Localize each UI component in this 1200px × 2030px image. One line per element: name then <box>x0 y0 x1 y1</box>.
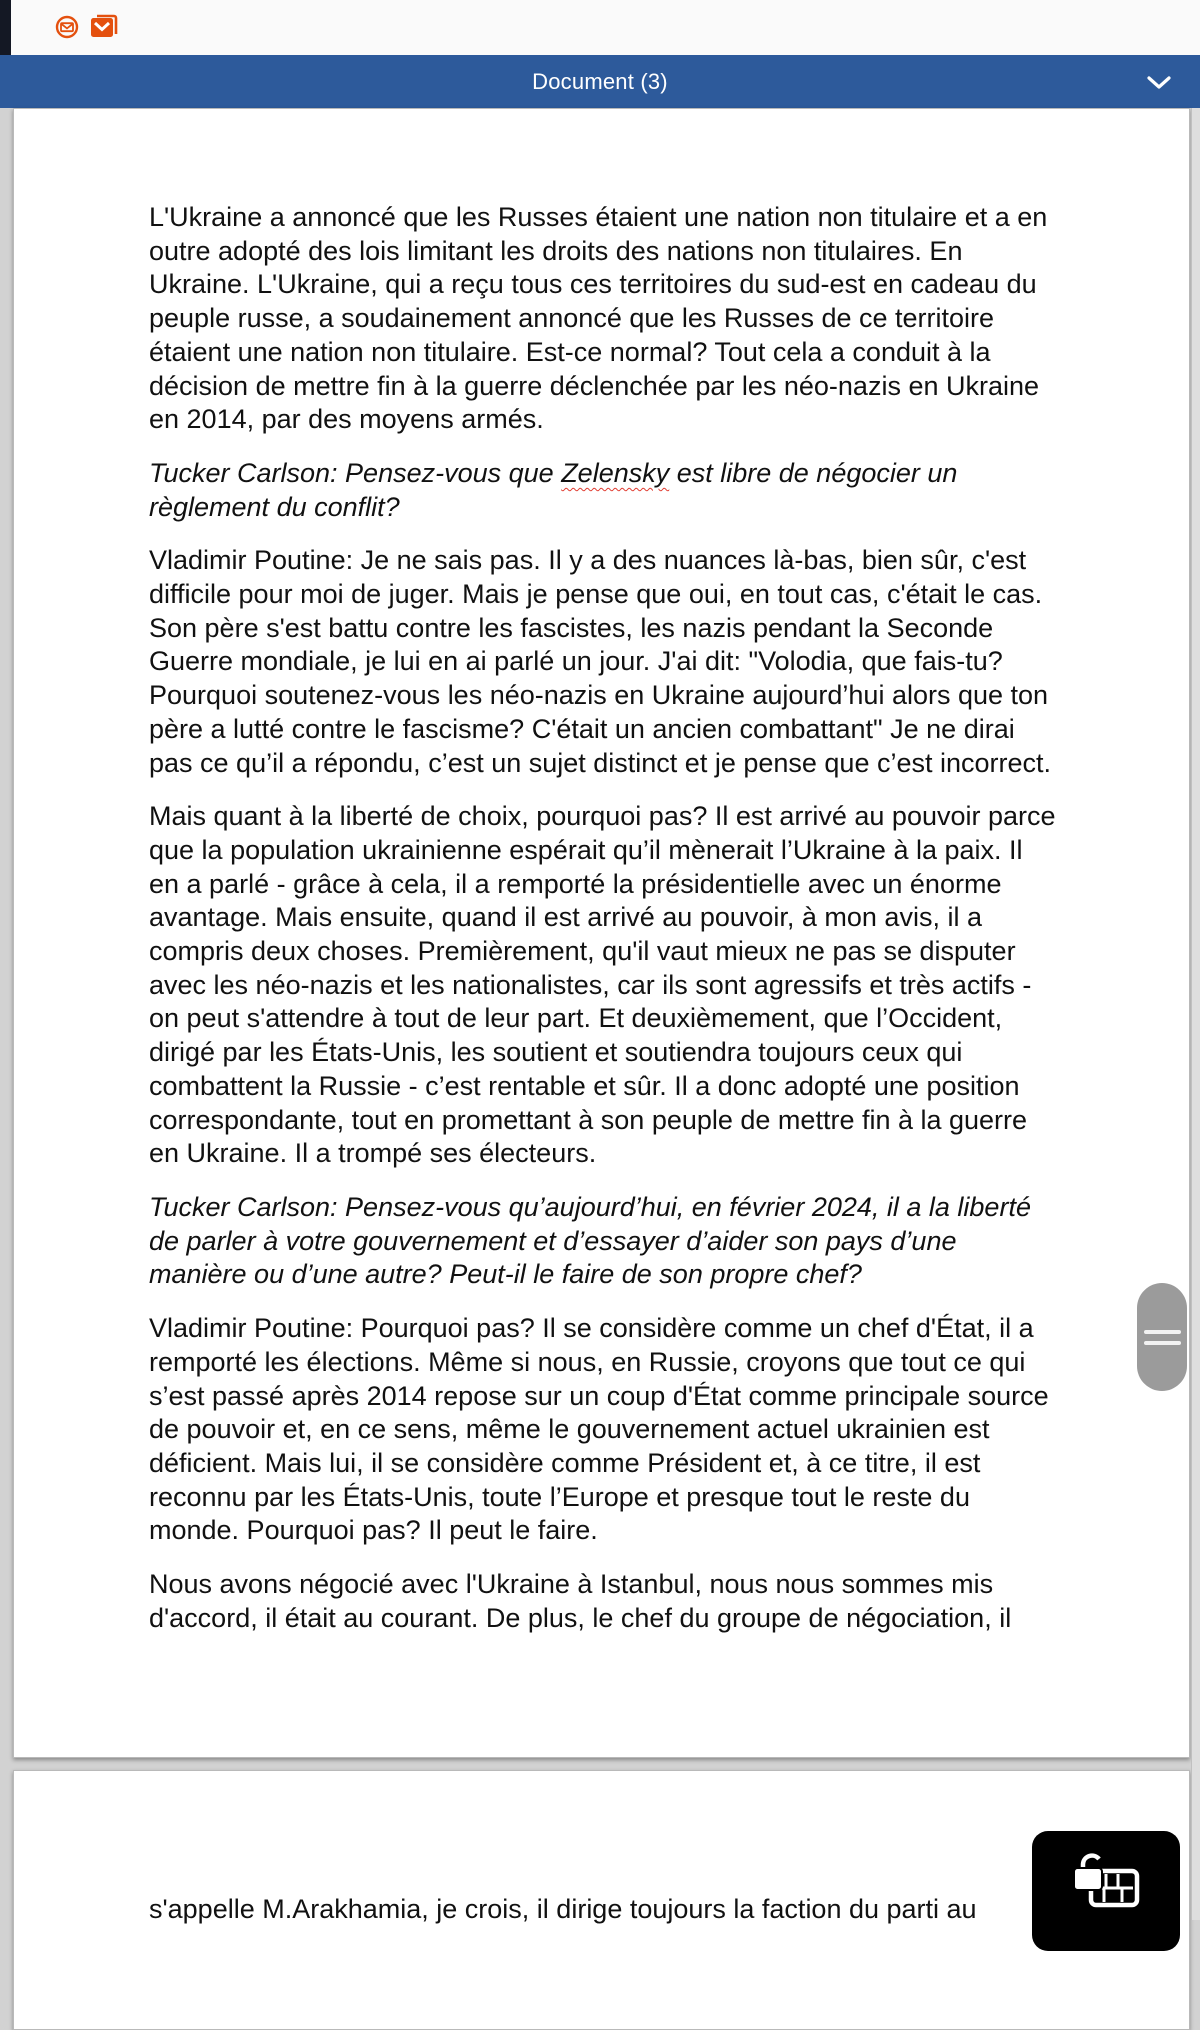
paragraph-4: Mais quant à la liberté de choix, pourquoi pas? Il est arrivé au pouvoir parce que la population ukrainienne espérait qu’il mènerait l’Ukraine à la paix. Il en a parlé - grâce à cela, il a remporté la présidentielle avec un énorme avantage. Mais ensuite, quand il est arrivé au pouvoir, à mon avis, il a compris deux choses. Premièrement, qu'il vaut mieux ne pas se disputer avec les néo-nazis et les nationalistes, car ils sont agressifs et très actifs - on peut s'attendre à tout de leur part. Et deuxièmement, que l’Occident, dirigé par les États-Unis, les soutient et soutiendra toujours ceux qui combattent la Russie - c’est rentable et sûr. Il a donc adopté une position correspondante, tout en promettant à son peuple de mettre fin à la guerre en Ukraine. Il a trompé ses électeurs. <box>149 801 1056 1169</box>
paragraph-6: Vladimir Poutine: Pourquoi pas? Il se considère comme un chef d'État, il a remporté les élections. Même si nous, en Russie, croyons que tout ce qui s’est passé après 2014 repose sur un coup d'État comme principale source de pouvoir et, en ce sens, même le gouvernement actuel ukrainien est déficient. Mais lui, il se considère comme Président et, à ce titre, il est reconnu par les États-Unis, toute l’Europe et presque tout le reste du monde. Pourquoi pas? Il peut le faire. <box>149 1313 1049 1546</box>
chevron-down-icon[interactable] <box>1146 75 1172 91</box>
question-text-before: Tucker Carlson: Pensez-vous que <box>149 457 562 488</box>
page-1-text <box>14 109 1189 1635</box>
paragraph-8: s'appelle M.Arakhamia, je crois, il dirige toujours la faction du parti au <box>149 1894 977 1924</box>
paragraph-3: Vladimir Poutine: Je ne sais pas. Il y a des nuances là-bas, bien sûr, c'est difficile pour moi de juger. Mais je pense que oui, en tout cas, c'était le cas. Son père s'est battu contre les fascistes, les nazis pendant la Seconde Guerre mondiale, je lui en ai parlé un jour. J'ai dit: "Volodia, que fais-tu? Pourquoi soutenez-vous les néo-nazis en Ukraine aujourd’hui alors que ton père a lutté contre le fascisme? C'était un ancien combattant" Je ne dirai pas ce qu’il a répondu, c’est un sujet distinct et je pense que c’est incorrect. <box>149 545 1052 778</box>
app-header[interactable] <box>0 55 1200 108</box>
mail-circle-icon <box>55 15 79 39</box>
document-title: Document (3) <box>532 68 668 94</box>
mail-stack-icon <box>90 14 118 40</box>
scrollbar-track[interactable] <box>1191 108 1200 1920</box>
status-bar <box>0 0 1200 55</box>
document-page-1[interactable] <box>13 108 1190 1758</box>
question-text-after: est libre de négocier un règlement du conflit? <box>149 457 958 522</box>
page-2-text <box>14 1771 1189 1927</box>
handle-grip-line <box>1144 1330 1181 1334</box>
notification-icons <box>55 11 118 43</box>
paragraph-1: L'Ukraine a annoncé que les Russes étaient une nation non titulaire et a en outre adopté des lois limitant les droits des nations non titulaires. En Ukraine. L'Ukraine, qui a reçu tous ces territoires du sud-est en cadeau du peuple russe, a soudainement annoncé que les Russes de ce territoire étaient une nation non titulaire. Est-ce normal? Tout cela a conduit à la décision de mettre fin à la guerre déclenchée par les néo-nazis en Ukraine en 2014, par des moyens armés. <box>149 202 1048 435</box>
keyboard-unlock-button[interactable] <box>1032 1831 1180 1951</box>
misspelled-word: Zelensky <box>561 457 670 488</box>
paragraph-7: Nous avons négocié avec l'Ukraine à Istanbul, nous nous sommes mis d'accord, il était au courant. De plus, le chef du groupe de négociation, il <box>149 1569 1012 1633</box>
paragraph-5-question: Tucker Carlson: Pensez-vous qu’aujourd’hui, en février 2024, il a la liberté de parler à votre gouvernement et d’essayer d’aider son pays d’une manière ou d’une autre? Peut-il le faire de son propre chef? <box>149 1191 1031 1290</box>
document-canvas[interactable] <box>0 108 1200 1924</box>
handle-grip-line <box>1144 1341 1181 1345</box>
window-edge <box>0 0 11 55</box>
keyboard-unlock-icon <box>1071 1849 1141 1920</box>
document-page-2[interactable] <box>13 1770 1190 2030</box>
scrollbar-handle[interactable] <box>1137 1283 1187 1391</box>
paragraph-2-question <box>149 457 1059 524</box>
